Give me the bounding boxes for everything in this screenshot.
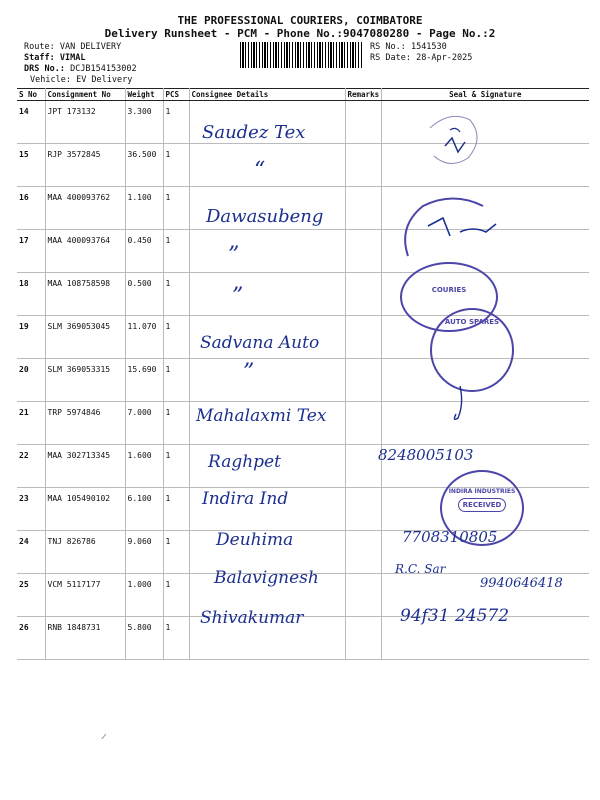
row-pcs: 1 xyxy=(163,531,189,574)
row-weight: 0.500 xyxy=(125,273,163,316)
row-sno: 16 xyxy=(17,187,45,230)
rs-no-line xyxy=(370,42,447,52)
row-consignment: TRP 5974846 xyxy=(45,402,125,445)
row-consignment: MAA 400093762 xyxy=(45,187,125,230)
staff-value: VIMAL xyxy=(59,53,86,63)
drs-label: DRS No.: xyxy=(24,64,65,74)
handwritten-ditto: ” xyxy=(228,243,240,268)
vehicle-line xyxy=(30,75,132,85)
row-weight: 6.100 xyxy=(125,488,163,531)
handwritten-consignee: Balavignesh xyxy=(214,568,319,588)
barcode-image xyxy=(240,42,362,68)
row-sno: 15 xyxy=(17,144,45,187)
row-sno: 18 xyxy=(17,273,45,316)
rs-no-label: RS No.: xyxy=(370,42,406,52)
col-pcs: PCS xyxy=(163,89,189,101)
row-pcs: 1 xyxy=(163,101,189,144)
auto-spares-stamp xyxy=(430,308,514,392)
row-consignment: JPT 173132 xyxy=(45,101,125,144)
signature-scrawl xyxy=(448,384,478,424)
row-consignee xyxy=(189,230,345,273)
row-pcs: 1 xyxy=(163,273,189,316)
row-pcs: 1 xyxy=(163,187,189,230)
row-sno: 21 xyxy=(17,402,45,445)
row-remarks xyxy=(345,101,381,144)
staff-line xyxy=(24,53,85,63)
vehicle-value: EV Delivery xyxy=(76,75,133,85)
table-header-row xyxy=(17,89,589,101)
rs-no-value: 1541530 xyxy=(410,42,447,52)
row-consignment: MAA 400093764 xyxy=(45,230,125,273)
row-sno: 24 xyxy=(17,531,45,574)
row-consignment: SLM 369053315 xyxy=(45,359,125,402)
signature-name: R.C. Sar xyxy=(395,562,446,576)
col-weight: Weight xyxy=(125,89,163,101)
table-row xyxy=(17,273,589,316)
row-sno: 23 xyxy=(17,488,45,531)
row-weight: 1.000 xyxy=(125,574,163,617)
row-remarks xyxy=(345,445,381,488)
runsheet-subtitle: Delivery Runsheet - PCM - Phone No.:9047080280 - Page No.:2 xyxy=(104,27,496,40)
signature-phone: 9940646418 xyxy=(480,576,563,591)
stray-mark xyxy=(100,733,106,739)
col-consignment: Consignment No xyxy=(45,89,125,101)
signature-phone: 8248005103 xyxy=(378,446,474,464)
row-weight: 11.070 xyxy=(125,316,163,359)
rs-date-line xyxy=(370,53,472,63)
row-sno: 26 xyxy=(17,617,45,660)
route-label: Route: xyxy=(24,42,55,52)
row-pcs: 1 xyxy=(163,445,189,488)
row-sno: 22 xyxy=(17,445,45,488)
row-weight: 7.000 xyxy=(125,402,163,445)
row-consignment: TNJ 826786 xyxy=(45,531,125,574)
signature-scrawl: 94f31 24572 xyxy=(400,606,510,626)
staff-label: Staff: xyxy=(24,53,55,63)
handwritten-consignee: Raghpet xyxy=(208,452,281,472)
row-weight: 9.060 xyxy=(125,531,163,574)
indira-stamp-received: RECEIVED xyxy=(458,498,507,512)
courier-stamp-text: COURIES xyxy=(431,286,467,294)
row-remarks xyxy=(345,531,381,574)
handwritten-consignee: Shivakumar xyxy=(200,608,304,628)
drs-line xyxy=(24,64,137,74)
col-sno: S No xyxy=(17,89,45,101)
row-remarks xyxy=(345,187,381,230)
col-seal: Seal & Signature xyxy=(381,89,589,101)
row-consignment: MAA 105490102 xyxy=(45,488,125,531)
col-remarks: Remarks xyxy=(345,89,381,101)
row-pcs: 1 xyxy=(163,402,189,445)
handwritten-consignee: Deuhima xyxy=(216,530,294,550)
row-consignment: RJP 3572845 xyxy=(45,144,125,187)
row-consignment: RNB 1848731 xyxy=(45,617,125,660)
handwritten-consignee: Dawasubeng xyxy=(206,206,324,227)
handwritten-ditto: ” xyxy=(243,360,255,385)
row-pcs: 1 xyxy=(163,144,189,187)
row-sno: 17 xyxy=(17,230,45,273)
row-weight: 1.600 xyxy=(125,445,163,488)
handwritten-consignee: Sadvana Auto xyxy=(200,333,320,353)
row-weight: 3.300 xyxy=(125,101,163,144)
signature-phone: 7708310805 xyxy=(402,528,498,546)
handwritten-consignee: Mahalaxmi Tex xyxy=(196,406,327,426)
row-consignment: SLM 369053045 xyxy=(45,316,125,359)
row-remarks xyxy=(345,316,381,359)
row-seal xyxy=(381,402,589,445)
table-row xyxy=(17,144,589,187)
handwritten-consignee: Saudez Tex xyxy=(202,122,306,143)
row-consignee xyxy=(189,359,345,402)
auto-spares-stamp-text: AUTO SPARES xyxy=(444,318,500,326)
seal-stamp xyxy=(398,196,508,266)
handwritten-consignee: Indira Ind xyxy=(202,489,289,509)
row-pcs: 1 xyxy=(163,617,189,660)
handwritten-ditto: “ xyxy=(254,158,266,183)
route-value: VAN DELIVERY xyxy=(59,42,122,52)
row-pcs: 1 xyxy=(163,316,189,359)
row-remarks xyxy=(345,359,381,402)
indira-stamp-name: INDIRA INDUSTRIES xyxy=(448,488,516,495)
row-weight: 1.100 xyxy=(125,187,163,230)
row-consignee xyxy=(189,144,345,187)
row-remarks xyxy=(345,402,381,445)
row-remarks xyxy=(345,574,381,617)
row-weight: 15.690 xyxy=(125,359,163,402)
row-consignment: VCM 5117177 xyxy=(45,574,125,617)
vehicle-label: Vehicle: xyxy=(30,75,71,85)
row-weight: 5.800 xyxy=(125,617,163,660)
row-remarks xyxy=(345,488,381,531)
row-pcs: 1 xyxy=(163,574,189,617)
row-sno: 14 xyxy=(17,101,45,144)
row-sno: 19 xyxy=(17,316,45,359)
row-pcs: 1 xyxy=(163,488,189,531)
row-remarks xyxy=(345,144,381,187)
row-sno: 25 xyxy=(17,574,45,617)
company-title: THE PROFESSIONAL COURIERS, COIMBATORE xyxy=(177,14,423,27)
row-sno: 20 xyxy=(17,359,45,402)
row-weight: 0.450 xyxy=(125,230,163,273)
row-remarks xyxy=(345,273,381,316)
rs-date-value: 28-Apr-2025 xyxy=(416,53,473,63)
signature-scrawl xyxy=(410,108,490,178)
row-consignment: MAA 302713345 xyxy=(45,445,125,488)
row-pcs: 1 xyxy=(163,230,189,273)
handwritten-ditto: ” xyxy=(232,284,244,309)
row-consignee xyxy=(189,273,345,316)
row-consignment: MAA 108758598 xyxy=(45,273,125,316)
row-weight: 36.500 xyxy=(125,144,163,187)
drs-value: DCJB154153002 xyxy=(70,64,137,74)
col-consignee: Consignee Details xyxy=(189,89,345,101)
row-remarks xyxy=(345,617,381,660)
rs-date-label: RS Date: xyxy=(370,53,411,63)
route-line xyxy=(24,42,121,52)
row-remarks xyxy=(345,230,381,273)
row-pcs: 1 xyxy=(163,359,189,402)
